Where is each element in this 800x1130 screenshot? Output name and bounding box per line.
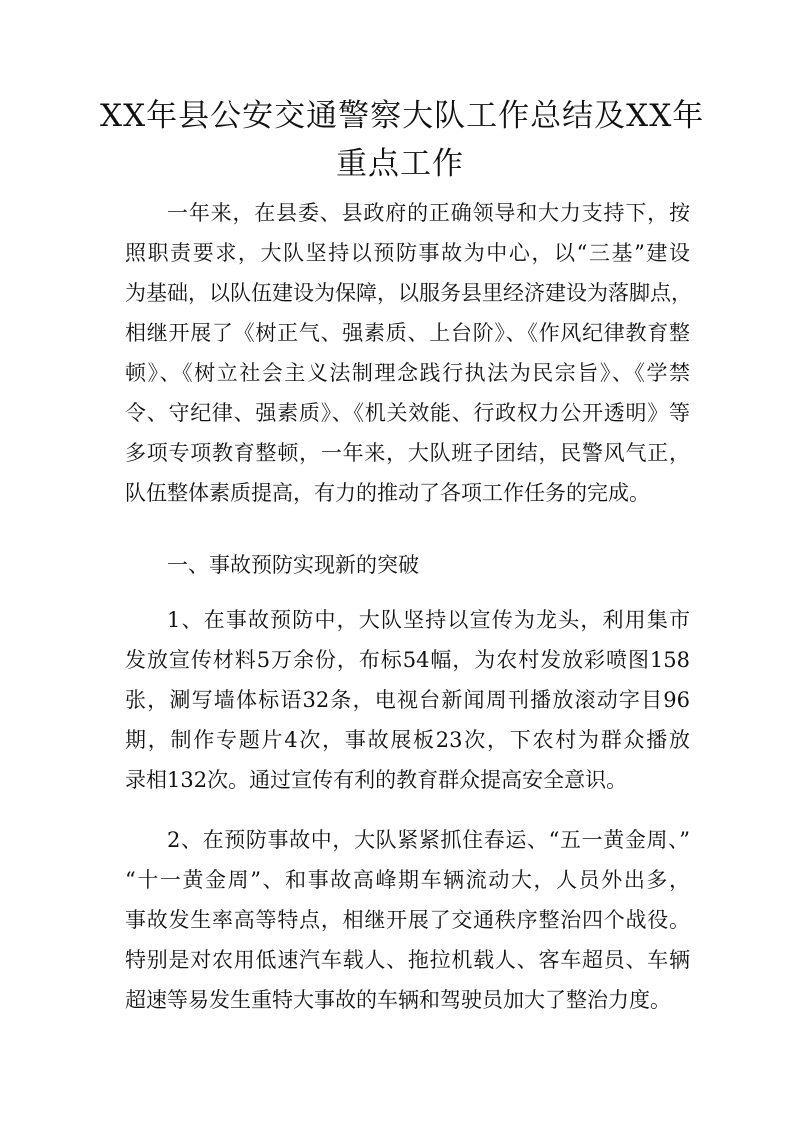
paragraph-line: 张，涮写墙体标语32条，电视台新闻周刊播放滚动字目96: [125, 688, 690, 712]
paragraph-line: 期，制作专题片4次，事故展板23次，下农村为群众播放: [125, 728, 690, 752]
paragraph-line: 2、在预防事故中，大队紧紧抓住春运、“五一黄金周、”: [167, 828, 690, 852]
paragraph-line: 1、在事故预防中，大队坚持以宣传为龙头，利用集市: [167, 608, 690, 632]
section-heading: 一、事故预防实现新的突破: [167, 553, 419, 577]
title-line-1: XX年县公安交通警察大队工作总结及XX年: [100, 98, 705, 134]
paragraph-line: 为基础，以队伍建设为保障，以服务县里经济建设为落脚点，: [125, 281, 692, 305]
paragraph-line: 照职责要求，大队坚持以预防事故为中心，以“三基”建设: [125, 241, 690, 265]
paragraph-line: 一年来，在县委、县政府的正确领导和大力支持下，按: [167, 201, 690, 225]
intro-paragraph: [125, 193, 690, 513]
paragraph-line: 事故发生率高等特点，相继开展了交通秩序整治四个战役。: [125, 908, 690, 932]
paragraph-line: 相继开展了《树正气、强素质、上台阶》、《作风纪律教育整: [125, 321, 690, 345]
paragraph-line: 多项专项教育整顿，一年来，大队班子团结，民警风气正，: [125, 441, 690, 465]
paragraph-line: 超速等易发生重特大事故的车辆和驾驶员加大了整治力度。: [125, 988, 671, 1012]
title-line-2: 重点工作: [336, 146, 464, 182]
document-title: [100, 92, 705, 188]
paragraph-line: 发放宣传材料5万余份，布标54幅，为农村发放彩喷图158: [125, 648, 690, 672]
paragraph-line: 录相132次。通过宣传有利的教育群众提高安全意识。: [125, 768, 628, 792]
paragraph-line: 令、守纪律、强素质》、《机关效能、行政权力公开透明》等: [125, 401, 690, 425]
paragraph-line: 特别是对农用低速汽车载人、拖拉机载人、客车超员、车辆: [125, 948, 690, 972]
paragraph-line: 队伍整体素质提高，有力的推动了各项工作任务的完成。: [125, 481, 650, 505]
paragraph-line: “十一黄金周”、和事故高峰期车辆流动大，人员外出多，: [125, 868, 690, 892]
item-1-paragraph: [125, 600, 690, 800]
item-2-paragraph: [125, 820, 690, 1020]
paragraph-line: 顿》、《树立社会主义法制理念践行执法为民宗旨》、《学禁: [125, 361, 690, 385]
